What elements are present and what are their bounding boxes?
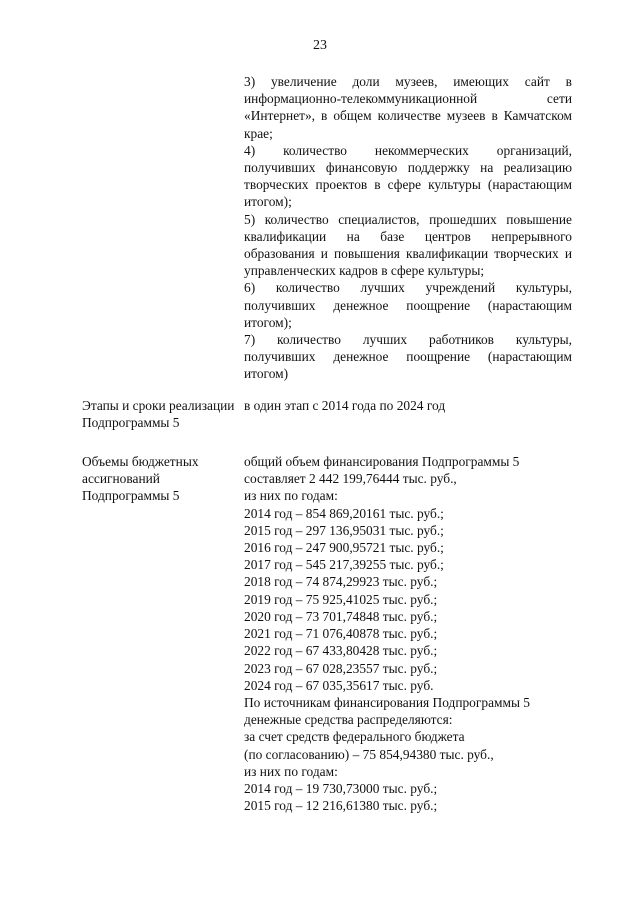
budget-line: По источникам финансирования Подпрограммы 5: [244, 694, 530, 710]
budget-line: составляет 2 442 199,76444 тыс. руб.,: [244, 471, 457, 487]
budget-line: 2015 год – 297 136,95031 тыс. руб.;: [244, 522, 444, 538]
indicator-item: 5) количество специалистов, прошедших повышение квалификации на базе центров непрерывного образования и повышения квалификации творческих и управленческих кадров в сфере культуры;: [244, 211, 572, 279]
budget-line: 2022 год – 67 433,80428 тыс. руб.;: [244, 643, 438, 659]
indicators-row: [82, 73, 572, 383]
budget-line: 2023 год – 67 028,23557 тыс. руб.;: [244, 660, 438, 676]
budget-line: общий объем финансирования Подпрограммы 5: [244, 454, 520, 470]
stages-label: Этапы и сроки реализации Подпрограммы 5: [82, 397, 235, 430]
budget-line: 2021 год – 71 076,40878 тыс. руб.;: [244, 626, 438, 642]
budget-line: 2020 год – 73 701,74848 тыс. руб.;: [244, 608, 438, 624]
stages-value: в один этап с 2014 года по 2024 год: [244, 397, 446, 413]
passport-table: [82, 73, 572, 814]
budget-line: 2016 год – 247 900,95721 тыс. руб.;: [244, 540, 444, 556]
budget-line: 2014 год – 19 730,73000 тыс. руб.;: [244, 780, 438, 796]
budget-line: из них по годам:: [244, 488, 338, 504]
indicator-item: 7) количество лучших работников культуры, получивших денежное поощрение (нарастающим итогом): [244, 332, 572, 382]
indicator-item: 4) количество некоммерческих организаций, получивших финансовую поддержку на реализацию творческих проектов в сфере культуры (нарастающим итогом);: [244, 142, 572, 210]
budget-line: за счет средств федерального бюджета: [244, 729, 465, 745]
budget-line: денежные средства распределяются:: [244, 712, 453, 728]
budget-line: (по согласованию) – 75 854,94380 тыс. руб.,: [244, 746, 494, 762]
budget-line: 2019 год – 75 925,41025 тыс. руб.;: [244, 591, 438, 607]
indicator-item: 3) увеличение доли музеев, имеющих сайт в информационно-телекоммуникационной сети «Интернет», в общем количестве музеев в Камчатском крае;: [244, 74, 572, 141]
stages-row: [82, 397, 572, 431]
budget-line: 2015 год – 12 216,61380 тыс. руб.;: [244, 798, 438, 814]
indicators-list: [244, 73, 572, 383]
budget-row: [82, 453, 572, 814]
budget-line: 2024 год – 67 035,35617 тыс. руб.: [244, 677, 434, 693]
budget-line: 2018 год – 74 874,29923 тыс. руб.;: [244, 574, 438, 590]
budget-line: из них по годам:: [244, 763, 338, 779]
page-number: 23: [313, 38, 327, 53]
budget-line: 2014 год – 854 869,20161 тыс. руб.;: [244, 505, 444, 521]
indicator-item: 6) количество лучших учреждений культуры, получивших денежное поощрение (нарастающим итогом);: [244, 280, 572, 330]
budget-label: Объемы бюджетных ассигнований Подпрограммы 5: [82, 454, 199, 504]
budget-lines: [244, 453, 572, 814]
budget-line: 2017 год – 545 217,39255 тыс. руб.;: [244, 557, 444, 573]
